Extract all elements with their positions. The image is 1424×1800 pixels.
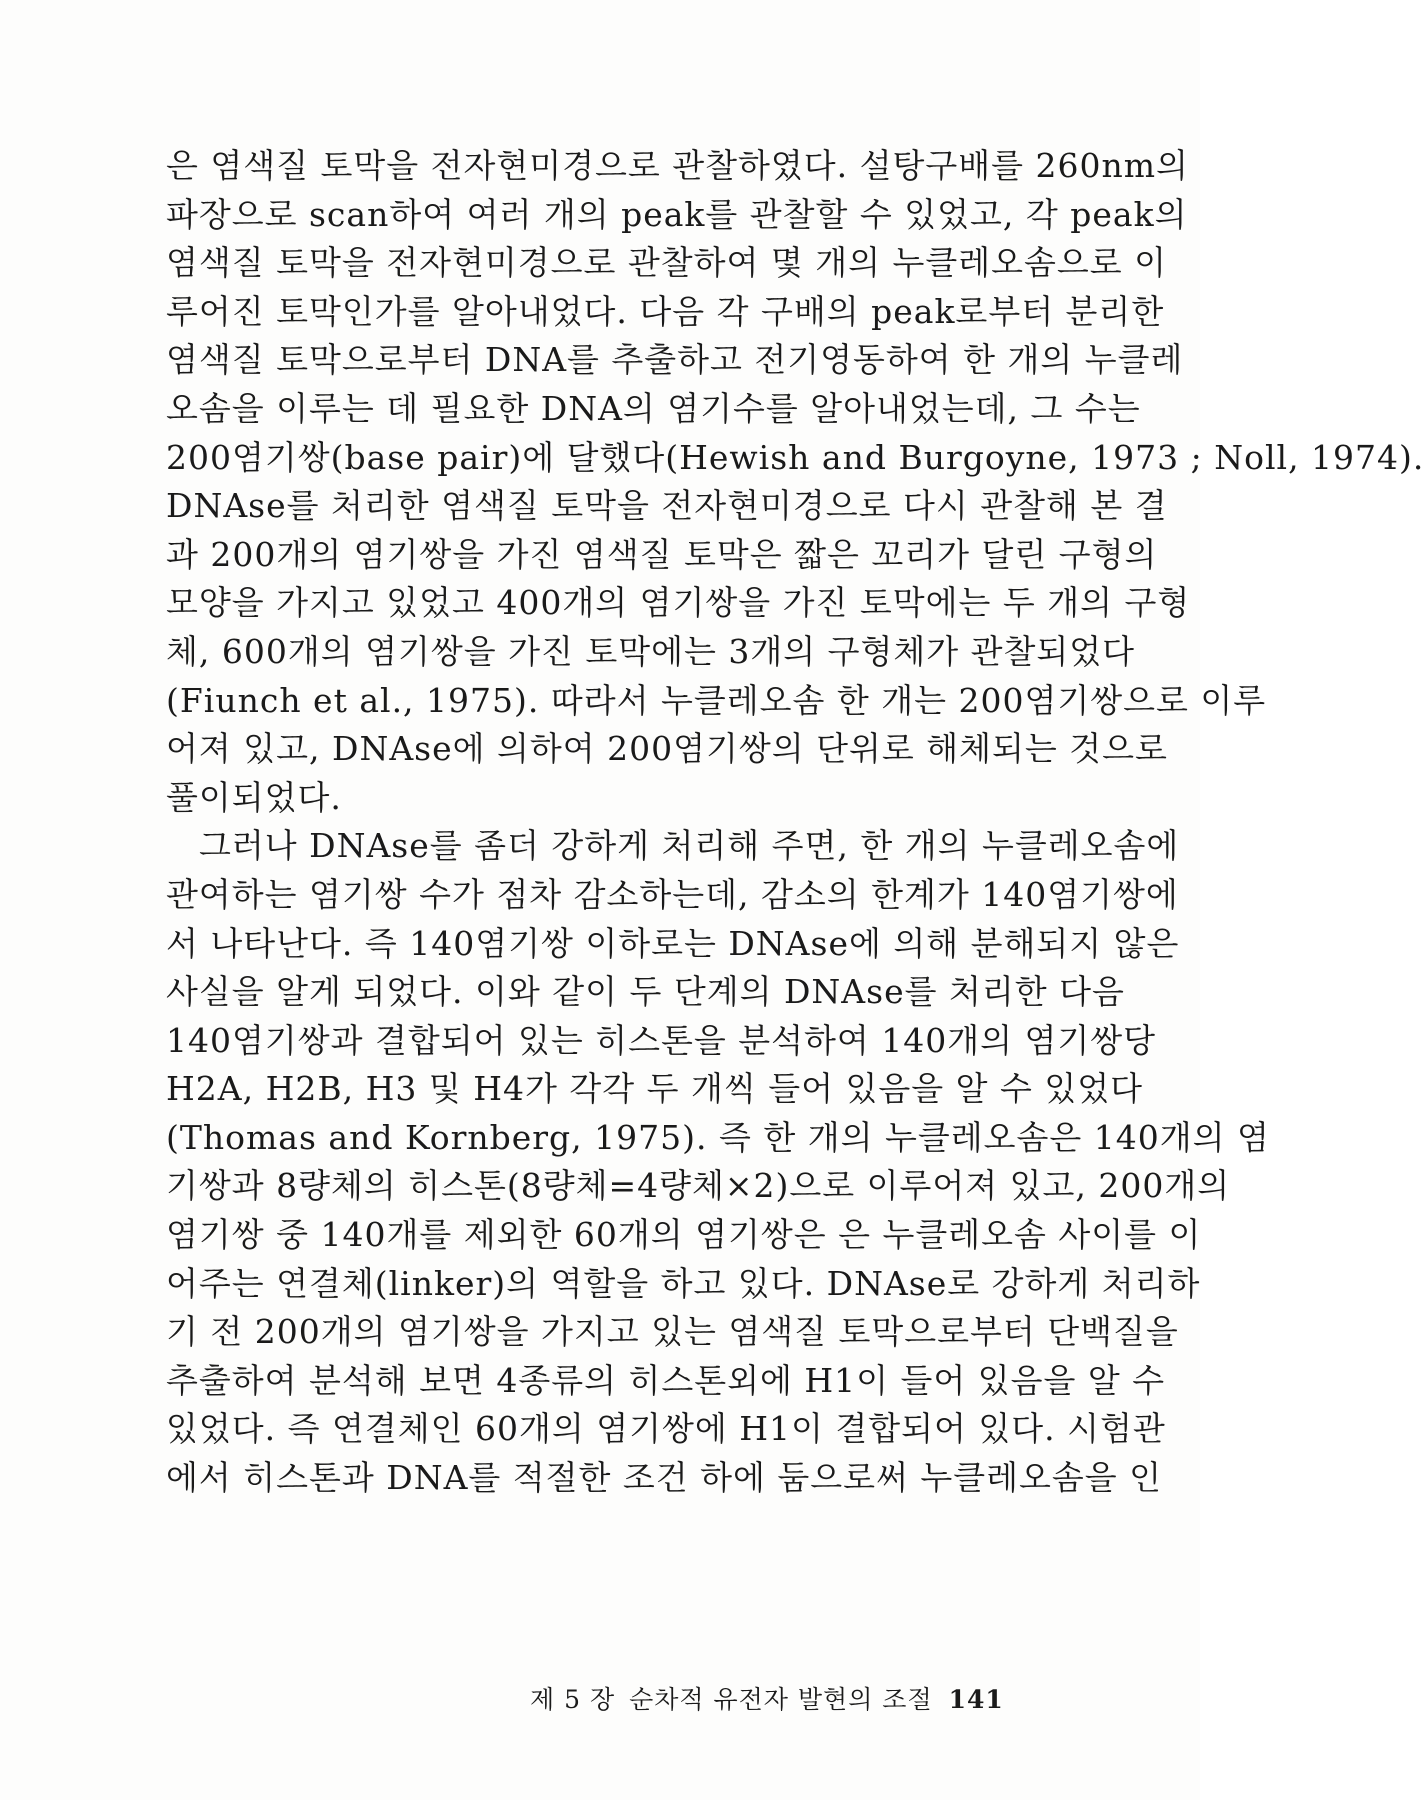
text-line: 에서 히스톤과 DNA를 적절한 조건 하에 둠으로써 누클레오솜을 인 (166, 1458, 1163, 1498)
body-text (166, 142, 1424, 1503)
text-line: 어져 있고, DNAse에 의하여 200염기쌍의 단위로 해체되는 것으로 (166, 729, 1168, 769)
text-line: 사실을 알게 되었다. 이와 같이 두 단계의 DNAse를 처리한 다음 (166, 972, 1125, 1012)
text-line: 염기쌍 중 140개를 제외한 60개의 염기쌍은 은 누클레오솜 사이를 이 (166, 1215, 1202, 1255)
text-line: 은 염색질 토막을 전자현미경으로 관찰하였다. 설탕구배를 260nm의 (166, 146, 1189, 185)
text-line: 파장으로 scan하여 여러 개의 peak를 관찰할 수 있었고, 각 peak의 (166, 194, 1188, 234)
text-line: 오솜을 이루는 데 필요한 DNA의 염기수를 알아내었는데, 그 수는 (166, 388, 1141, 428)
text-line: 기쌍과 8량체의 히스톤(8량체=4량체×2)으로 이루어져 있고, 200개의 (166, 1166, 1231, 1206)
text-line: 염색질 토막으로부터 DNA를 추출하고 전기영동하여 한 개의 누클레 (166, 340, 1184, 380)
text-line: 그러나 DNAse를 좀더 강하게 처리해 주면, 한 개의 누클레오솜에 (199, 826, 1180, 866)
text-line: 어주는 연결체(linker)의 역할을 하고 있다. DNAse로 강하게 처리하 (166, 1263, 1201, 1303)
text-line: (Fiunch et al., 1975). 따라서 누클레오솜 한 개는 200염기쌍으로 이루 (166, 680, 1267, 720)
text-line: 풀이되었다. (166, 777, 342, 817)
text-line: 체, 600개의 염기쌍을 가진 토막에는 3개의 구형체가 관찰되었다 (166, 631, 1135, 671)
chapter-title: 순차적 유전자 발현의 조절 (629, 1685, 933, 1714)
text-line: 200염기쌍(base pair)에 달했다(Hewish and Burgoyne, 1973 ; Noll, 1974). (166, 437, 1424, 477)
chapter-label: 제 5 장 (530, 1685, 616, 1714)
text-line: H2A, H2B, H3 및 H4가 각각 두 개씩 들어 있음을 알 수 있었다 (166, 1069, 1143, 1109)
text-line: DNAse를 처리한 염색질 토막을 전자현미경으로 다시 관찰해 본 결 (166, 486, 1168, 526)
text-line: 관여하는 염기쌍 수가 점차 감소하는데, 감소의 한계가 140염기쌍에 (166, 874, 1179, 914)
page-number: 141 (948, 1685, 1004, 1714)
page-footer (530, 1680, 1004, 1720)
text-line: (Thomas and Kornberg, 1975). 즉 한 개의 누클레오솜은 140개의 염 (166, 1117, 1270, 1157)
text-line: 서 나타난다. 즉 140염기쌍 이하로는 DNAse에 의해 분해되지 않은 (166, 923, 1180, 963)
text-line: 기 전 200개의 염기쌍을 가지고 있는 염색질 토막으로부터 단백질을 (166, 1312, 1179, 1352)
text-line: 염색질 토막을 전자현미경으로 관찰하여 몇 개의 누클레오솜으로 이 (166, 243, 1168, 283)
text-line: 있었다. 즉 연결체인 60개의 염기쌍에 H1이 결합되어 있다. 시험관 (166, 1409, 1166, 1449)
text-line: 과 200개의 염기쌍을 가진 염색질 토막은 짧은 꼬리가 달린 구형의 (166, 534, 1158, 574)
text-line: 루어진 토막인가를 알아내었다. 다음 각 구배의 peak로부터 분리한 (166, 291, 1165, 331)
text-line: 추출하여 분석해 보면 4종류의 히스톤외에 H1이 들어 있음을 알 수 (166, 1360, 1166, 1400)
text-line: 140염기쌍과 결합되어 있는 히스톤을 분석하여 140개의 염기쌍당 (166, 1020, 1156, 1060)
text-line: 모양을 가지고 있었고 400개의 염기쌍을 가진 토막에는 두 개의 구형 (166, 583, 1191, 623)
